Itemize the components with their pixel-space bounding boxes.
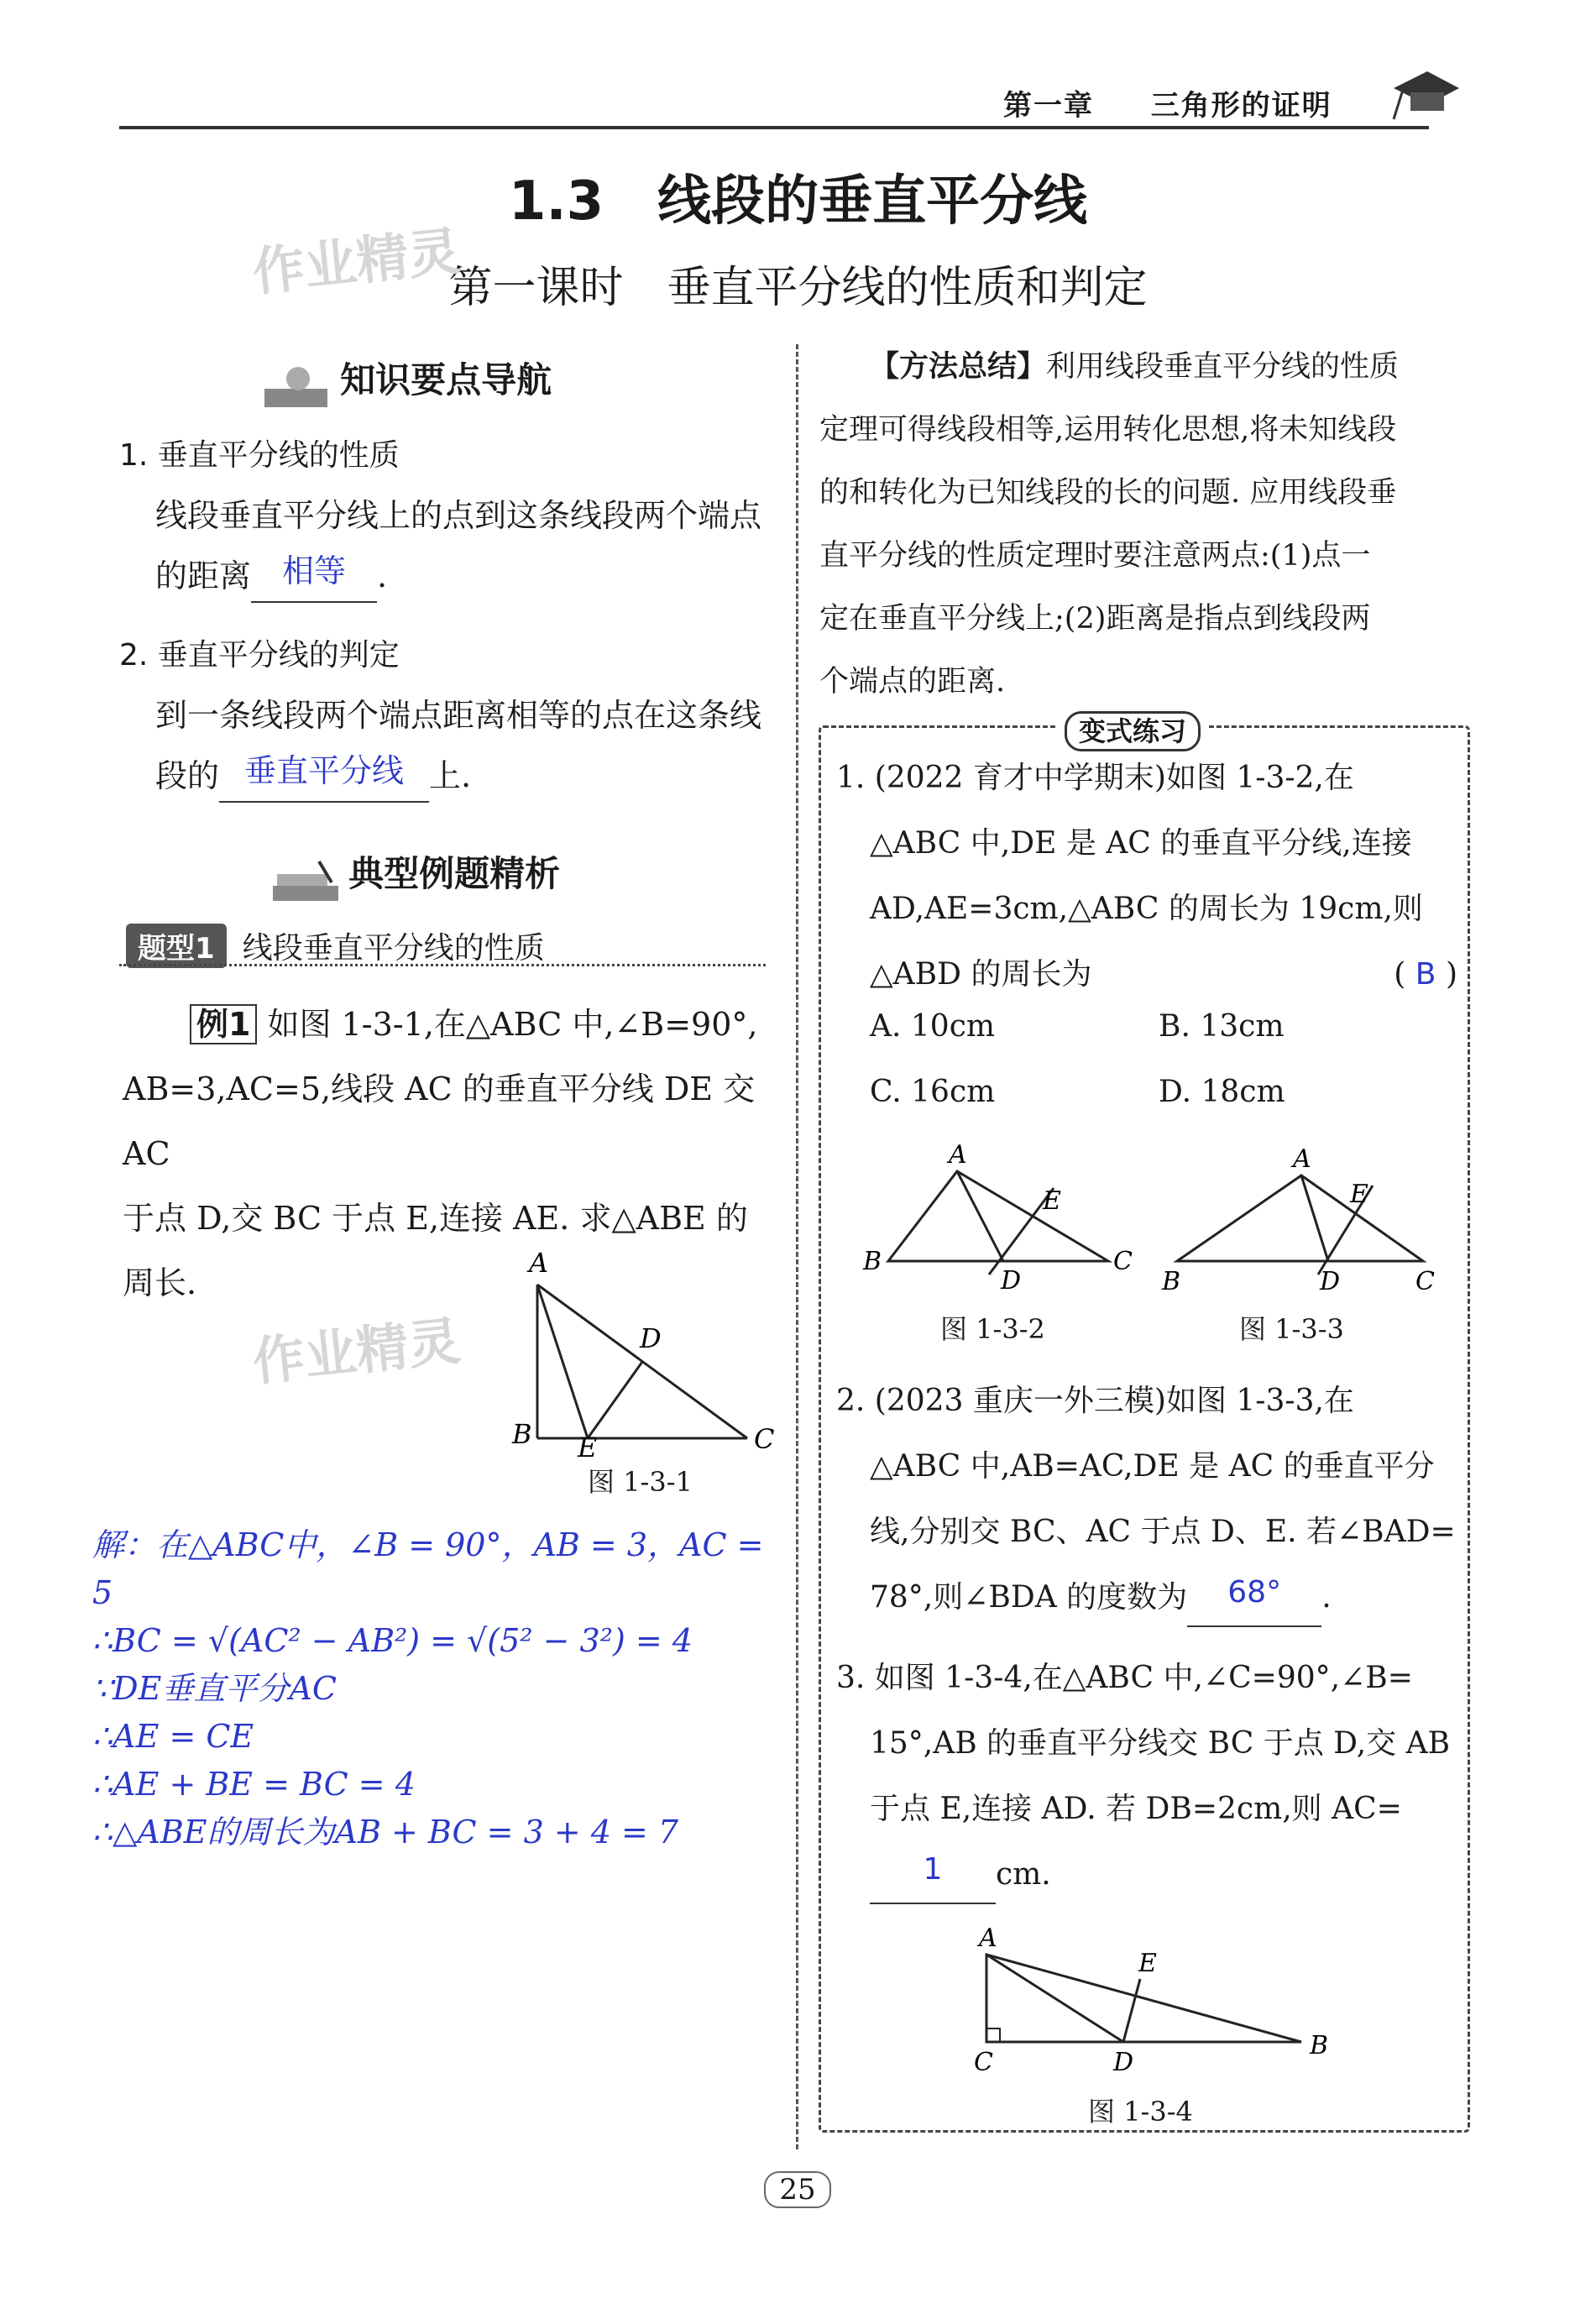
section-subtitle: 第一课时 垂直平分线的性质和判定 [448, 263, 1148, 313]
label-a-2: A [949, 1142, 967, 1170]
label-b-2: B [863, 1247, 882, 1276]
criterion-text [155, 685, 777, 808]
q1-option-b[interactable]: B. 13cm [1159, 1009, 1285, 1044]
topic-badge: 题型1 [126, 924, 227, 968]
criterion-title: 2. 垂直平分线的判定 [119, 638, 400, 673]
label-e: E [578, 1432, 598, 1457]
q1-option-a[interactable]: A. 10cm [870, 1009, 995, 1044]
label-a-4: A [979, 1924, 997, 1953]
solution-line-3: ∵DE垂直平分AC [92, 1670, 337, 1707]
label-c: C [754, 1423, 775, 1455]
figure-1-3-3 [1150, 1142, 1452, 1293]
property-line2 [155, 546, 777, 608]
method-line-4: 直平分线的性质定理时要注意两点:(1)点一 [819, 539, 1371, 573]
q3-line-4 [836, 1842, 1457, 1909]
book-icon [260, 364, 336, 414]
method-line-2: 定理可得线段相等,运用转化思想,将未知线段 [819, 413, 1397, 447]
segment-ad-4 [986, 1955, 1123, 2042]
q3-unit: cm. [996, 1857, 1051, 1892]
question-2 [836, 1369, 1457, 1632]
q1-line-3: AD,AE=3cm,△ABC 的周长为 19cm,则 [870, 892, 1423, 926]
topic-row [126, 924, 545, 968]
q3-line-1: 3. 如图 1-3-4,在△ABC 中,∠C=90°,∠B= [836, 1661, 1413, 1695]
page-number [739, 2173, 856, 2206]
section-title: 1.3 线段的垂直平分线 [508, 170, 1088, 233]
label-e-2: E [1043, 1186, 1061, 1216]
solution-line-1: 解：在△ABC中，∠B = 90°，AB = 3，AC = 5 [92, 1526, 764, 1611]
criterion-line2 [155, 746, 777, 808]
label-d: D [640, 1322, 662, 1354]
examples-heading [269, 846, 560, 908]
watermark-top: 作业精灵 [249, 220, 463, 303]
example-line4: 周长. [123, 1264, 197, 1301]
topic-underline [119, 964, 766, 966]
q2-answer-blank[interactable]: 68° [1187, 1560, 1321, 1627]
method-line-1 [819, 336, 1466, 399]
chapter-title: 三角形的证明 [1150, 89, 1332, 123]
example-line1 [123, 992, 777, 1057]
criterion-line2-text: 段的 [155, 757, 220, 795]
criterion-line2-end: 上. [429, 757, 472, 795]
label-a: A [529, 1247, 549, 1279]
figure-1-3-4-caption: 图 1-3-4 [1088, 2096, 1193, 2128]
answer-blank-equal[interactable]: 相等 [251, 541, 377, 603]
q1-line-1: 1. (2022 育才中学期末)如图 1-3-2,在 [836, 761, 1354, 795]
q3-line-3: 于点 E,连接 AD. 若 DB=2cm,则 AC= [870, 1792, 1402, 1826]
figure-1-3-2-caption: 图 1-3-2 [940, 1313, 1045, 1345]
watermark-mid: 作业精灵 [249, 1310, 463, 1393]
practice-heading-text: 变式练习 [1065, 711, 1201, 751]
solution-line-5: ∴AE + BE = BC = 4 [92, 1766, 416, 1803]
bisector-de-4 [1123, 1979, 1140, 2042]
property-line2-text: 的距离 [155, 558, 252, 595]
label-b-3: B [1162, 1267, 1181, 1293]
solution-line-4: ∴AE = CE [92, 1718, 254, 1755]
label-e-3: E [1350, 1180, 1368, 1209]
label-b-4-letter: B [1310, 2031, 1329, 2060]
q1-option-d[interactable]: D. 18cm [1159, 1075, 1285, 1109]
segment-de [588, 1362, 642, 1438]
question-3 [836, 1646, 1457, 1909]
triangle-abc-3 [1177, 1175, 1423, 1261]
knowledge-heading [260, 353, 552, 414]
property-text [155, 485, 777, 608]
segment-ae [537, 1285, 588, 1438]
label-c-4: C [974, 2048, 993, 2077]
examples-heading-text: 典型例题精析 [348, 853, 561, 894]
solution-block [92, 1521, 789, 1856]
column-divider [796, 344, 798, 2149]
page-number-text: 25 [764, 2171, 830, 2208]
method-label: 【方法总结】 [870, 350, 1047, 384]
label-c-3: C [1415, 1267, 1435, 1293]
label-d-2: D [1001, 1266, 1022, 1293]
q2-line-4-text: 78°,则∠BDA 的度数为 [870, 1580, 1188, 1615]
property-line1: 线段垂直平分线上的点到这条线段两个端点 [155, 497, 762, 534]
q1-line-2: △ABC 中,DE 是 AC 的垂直平分线,连接 [870, 826, 1412, 861]
chapter-header [1003, 82, 1332, 123]
method-line-3: 的和转化为已知线段的长的问题. 应用线段垂 [819, 476, 1397, 510]
example-line3: 于点 D,交 BC 于点 E,连接 AE. 求△ABE 的 [123, 1200, 748, 1237]
label-b: B [512, 1418, 532, 1450]
chapter-label: 第一章 [1003, 89, 1094, 123]
figure-1-3-2 [856, 1142, 1133, 1293]
q1-option-c[interactable]: C. 16cm [870, 1075, 996, 1109]
solution-line-6: ∴△ABE的周长为AB + BC = 3 + 4 = 7 [92, 1814, 679, 1850]
label-d-4: D [1113, 2048, 1134, 2077]
figure-1-3-3-caption: 图 1-3-3 [1239, 1313, 1344, 1345]
q1-line-4-text: △ABD 的周长为 [870, 957, 1092, 992]
answer-blank-bisector[interactable]: 垂直平分线 [219, 741, 429, 803]
method-line-5: 定在垂直平分线上;(2)距离是指点到线段两 [819, 602, 1371, 636]
header-rule [119, 126, 1429, 129]
q2-line-2: △ABC 中,AB=AC,DE 是 AC 的垂直平分 [870, 1449, 1435, 1484]
q1-answer[interactable]: B [1415, 957, 1436, 992]
label-a-3: A [1293, 1144, 1311, 1174]
q2-end: . [1321, 1580, 1332, 1615]
example-line2: AB=3,AC=5,线段 AC 的垂直平分线 DE 交 AC [123, 1071, 756, 1172]
q2-line-1: 2. (2023 重庆一外三模)如图 1-3-3,在 [836, 1384, 1354, 1418]
method-line-6: 个端点的距离. [819, 665, 1006, 699]
q1-choice-bracket: ( B ) [1394, 957, 1457, 992]
figure-1-3-1 [504, 1247, 789, 1457]
q2-line-3: 线,分别交 BC、AC 于点 D、E. 若∠BAD= [870, 1515, 1456, 1549]
q1-line-4 [836, 942, 1457, 1008]
practice-heading [1056, 710, 1209, 749]
books-pencil-icon [269, 857, 344, 908]
label-d-3: D [1320, 1267, 1341, 1293]
property-title: 1. 垂直平分线的性质 [119, 438, 400, 473]
criterion-line1: 到一条线段两个端点距离相等的点在这条线 [155, 697, 762, 734]
method-summary [819, 336, 1466, 714]
figure-1-3-1-caption: 图 1-3-1 [588, 1466, 693, 1498]
question-1 [836, 746, 1457, 1008]
triangle-abc-2 [888, 1171, 1108, 1261]
property-line2-end: . [377, 558, 388, 595]
method-line-1-text: 利用线段垂直平分线的性质 [1046, 350, 1400, 384]
q3-line-2: 15°,AB 的垂直平分线交 BC 于点 D,交 AB [870, 1726, 1451, 1761]
label-e-4: E [1138, 1949, 1157, 1978]
q2-line-4 [836, 1565, 1457, 1632]
solution-line-2: ∴BC = √(AC² − AB²) = √(5² − 3²) = 4 [92, 1622, 693, 1659]
example-badge: 例1 [190, 1004, 257, 1044]
figure-1-3-4 [965, 1923, 1343, 2082]
label-c-2: C [1113, 1247, 1133, 1276]
graduation-cap-icon [1385, 59, 1461, 129]
segment-ac [537, 1285, 747, 1438]
q3-answer-blank[interactable]: 1 [870, 1837, 996, 1904]
topic-title: 线段垂直平分线的性质 [242, 931, 545, 966]
example-line1-text: 如图 1-3-1,在△ABC 中,∠B=90°, [267, 1006, 758, 1043]
right-angle-c [986, 2028, 1000, 2042]
segment-ad-3 [1301, 1175, 1328, 1261]
knowledge-heading-text: 知识要点导航 [340, 359, 552, 400]
